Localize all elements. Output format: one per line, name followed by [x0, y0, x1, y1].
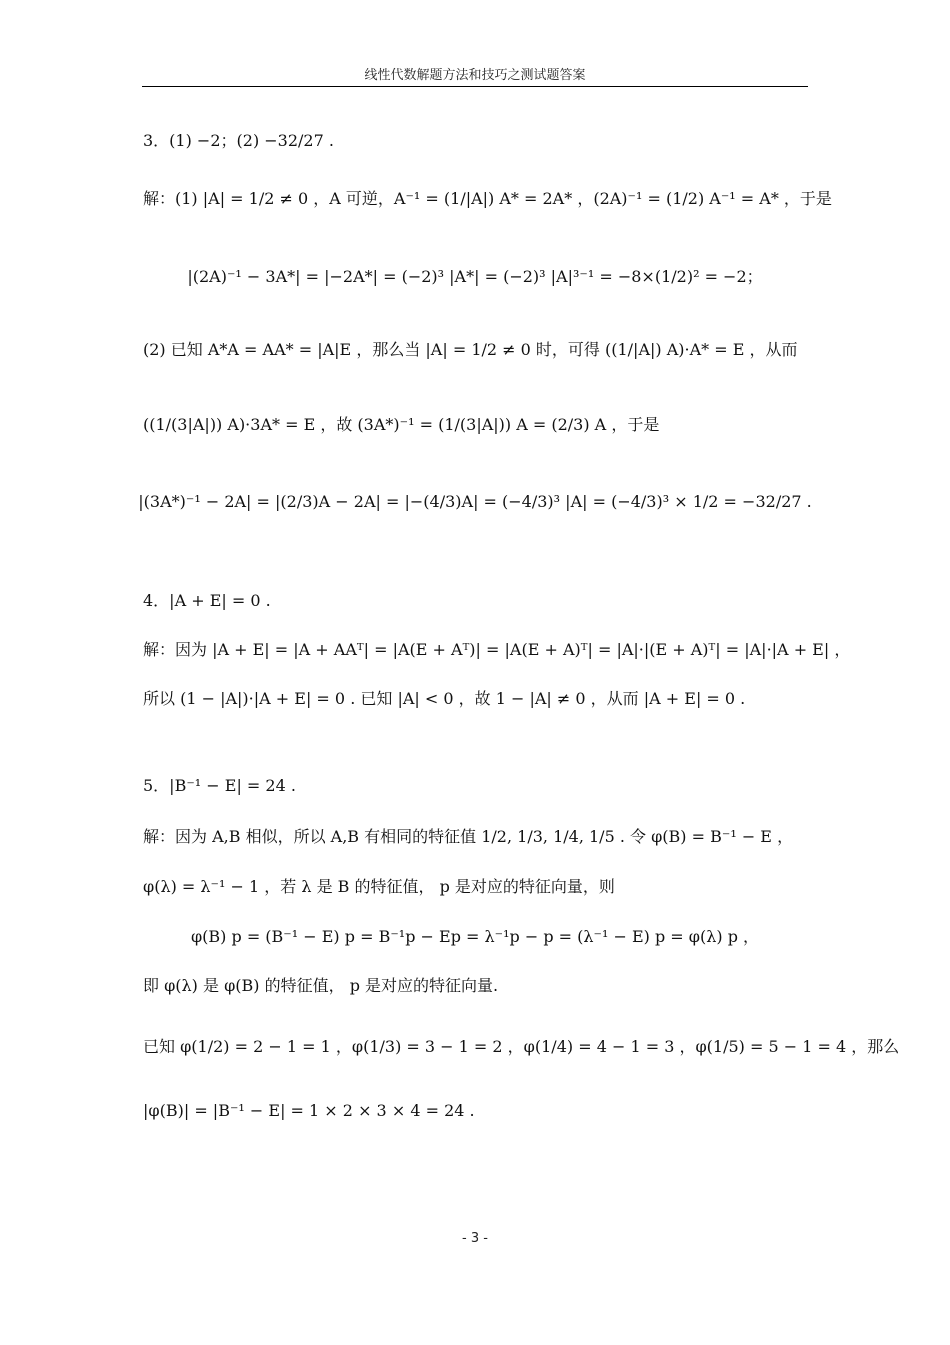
problem-3-solution-text-4: ((1/(3|A|)) A)·3A* = E ，故 (3A*)⁻¹ = (1/(3|A|)) A = (2/3) A ，于是: [143, 415, 660, 434]
problem-5-solution-line-3: [0, 927, 950, 947]
problem-5-solution-text-4: 即 φ(λ) 是 φ(B) 的特征值， p 是对应的特征向量.: [143, 976, 499, 995]
page-number: - 3 -: [462, 1231, 488, 1246]
problem-4-solution-text-2: 所以 (1 − |A|)·|A + E| = 0 . 已知 |A| < 0 ，故 1 − |A| ≠ 0 ，从而 |A + E| = 0 .: [143, 689, 746, 708]
problem-3-solution-text-3: (2) 已知 A*A = AA* = |A|E ，那么当 |A| = 1/2 ≠ 0 时，可得 ((1/|A|) A)·A* = E ，从而: [143, 340, 798, 359]
problem-3-solution-text-2: |(2A)⁻¹ − 3A*| = |−2A*| = (−2)³ |A*| = (−2)³ |A|³⁻¹ = −8×(1/2)² = −2；: [187, 267, 763, 286]
problem-5-solution-text-5: 已知 φ(1/2) = 2 − 1 = 1 ，φ(1/3) = 3 − 1 = 2 ，φ(1/4) = 4 − 1 = 3 ，φ(1/5) = 5 − 1 = 4 ，那么: [143, 1037, 900, 1056]
problem-3-solution-text-1: 解：(1) |A| = 1/2 ≠ 0 ，A 可逆，A⁻¹ = (1/|A|) A* = 2A* ，(2A)⁻¹ = (1/2) A⁻¹ = A* ，于是: [143, 189, 832, 208]
problem-3-answer-text: 3．(1) −2；(2) −32/27 .: [143, 131, 334, 150]
problem-3-solution-line-2: [0, 267, 950, 287]
problem-5-answer-text: 5．|B⁻¹ − E| = 24 .: [143, 776, 296, 795]
problem-3-solution-text-5: |(3A*)⁻¹ − 2A| = |(2/3)A − 2A| = |−(4/3)A| = (−4/3)³ |A| = (−4/3)³ × 1/2 = −32/27 .: [138, 492, 812, 511]
problem-4-answer-text: 4．|A + E| = 0 .: [143, 591, 271, 610]
problem-5-solution-text-6: |φ(B)| = |B⁻¹ − E| = 1 × 2 × 3 × 4 = 24 .: [143, 1101, 475, 1120]
problem-5-solution-text-1: 解：因为 A,B 相似，所以 A,B 有相同的特征值 1/2, 1/3, 1/4, 1/5 . 令 φ(B) = B⁻¹ − E ，: [143, 827, 794, 846]
problem-5-solution-text-3: φ(B) p = (B⁻¹ − E) p = B⁻¹p − Ep = λ⁻¹p − p = (λ⁻¹ − E) p = φ(λ) p ，: [190, 927, 760, 946]
problem-4-solution-text-1: 解：因为 |A + E| = |A + AAᵀ| = |A(E + Aᵀ)| = |A(E + A)ᵀ| = |A|·|(E + A)ᵀ| = |A|·|A + E| ，: [143, 640, 851, 659]
page-header-title: 线性代数解题方法和技巧之测试题答案: [364, 68, 586, 83]
problem-5-solution-text-2: φ(λ) = λ⁻¹ − 1 ，若 λ 是 B 的特征值， p 是对应的特征向量，则: [143, 877, 615, 896]
header-rule: [142, 86, 808, 87]
problem-3-solution-line-5: [0, 492, 950, 512]
